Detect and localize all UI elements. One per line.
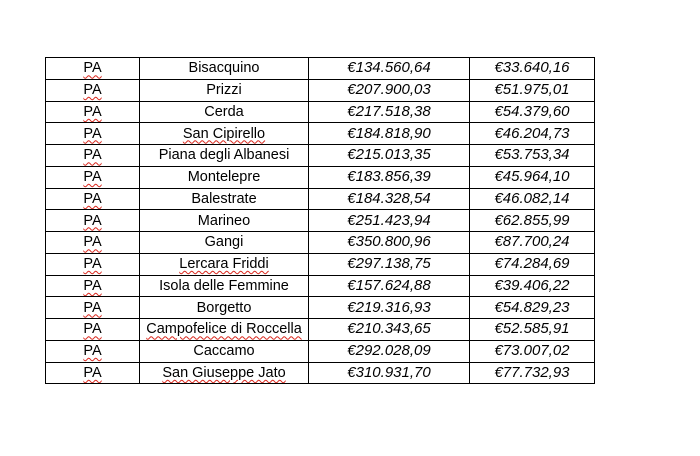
comune-cell [140, 253, 309, 275]
amount-total-cell-text: €184.328,54 [347, 189, 431, 207]
province-cell [46, 145, 140, 167]
amount-total-cell [309, 362, 470, 384]
comune-cell [140, 297, 309, 319]
comune-cell [140, 101, 309, 123]
amount-total-cell [309, 232, 470, 254]
province-cell [46, 166, 140, 188]
comune-cell [140, 340, 309, 362]
amount-total-cell-text: €219.316,93 [347, 298, 431, 316]
comune-cell [140, 79, 309, 101]
amount-total-cell [309, 275, 470, 297]
amount-share-cell-text: €46.082,14 [494, 189, 570, 207]
comune-cell-text: Piana degli Albanesi [158, 147, 290, 164]
amount-total-cell-text: €183.856,39 [347, 168, 431, 186]
amount-total-cell-text: €157.624,88 [347, 276, 431, 294]
amount-total-cell-text: €292.028,09 [347, 342, 431, 360]
amount-total-cell [309, 253, 470, 275]
amount-total-cell-text: €251.423,94 [347, 211, 431, 229]
amount-total-cell-text: €215.013,35 [347, 146, 431, 164]
comune-cell-text: Bisacquino [188, 60, 260, 77]
table-row [46, 123, 595, 145]
amount-total-cell-text: €210.343,65 [347, 320, 431, 338]
province-cell [46, 340, 140, 362]
comune-cell [140, 123, 309, 145]
province-cell [46, 101, 140, 123]
province-cell [46, 188, 140, 210]
amount-share-cell [470, 362, 595, 384]
amount-share-cell-text: €51.975,01 [494, 81, 570, 99]
amount-share-cell [470, 319, 595, 341]
province-cell [46, 253, 140, 275]
amount-total-cell [309, 297, 470, 319]
table-row [46, 58, 595, 80]
province-cell-text: PA [83, 364, 102, 381]
comune-cell [140, 145, 309, 167]
table-row [46, 79, 595, 101]
amount-total-cell [309, 101, 470, 123]
amount-share-cell [470, 210, 595, 232]
table-body [46, 58, 595, 384]
amount-share-cell [470, 188, 595, 210]
table-row [46, 362, 595, 384]
amount-share-cell-text: €45.964,10 [494, 168, 570, 186]
table-row [46, 297, 595, 319]
province-cell-text: PA [83, 125, 102, 142]
table-row [46, 232, 595, 254]
amount-total-cell-text: €217.518,38 [347, 102, 431, 120]
amount-total-cell-text: €350.800,96 [347, 233, 431, 251]
province-cell-text: PA [83, 103, 102, 120]
province-cell-text: PA [83, 60, 102, 77]
table-row [46, 210, 595, 232]
comune-cell [140, 166, 309, 188]
amount-share-cell [470, 123, 595, 145]
comune-cell-text: San Cipirello [182, 125, 266, 142]
amount-share-cell-text: €53.753,34 [494, 146, 570, 164]
comune-cell-text: Prizzi [206, 82, 242, 99]
comune-cell-text: Gangi [204, 234, 244, 251]
amount-share-cell [470, 58, 595, 80]
province-cell [46, 79, 140, 101]
province-cell [46, 210, 140, 232]
province-cell [46, 58, 140, 80]
amount-total-cell [309, 79, 470, 101]
amount-total-cell-text: €310.931,70 [347, 363, 431, 381]
amount-total-cell [309, 166, 470, 188]
comune-cell [140, 58, 309, 80]
province-cell [46, 297, 140, 319]
province-cell-text: PA [83, 82, 102, 99]
province-cell [46, 232, 140, 254]
comune-cell-text: Caccamo [193, 343, 255, 360]
amount-total-cell [309, 58, 470, 80]
comune-cell-text: Cerda [204, 103, 244, 120]
amount-share-cell [470, 101, 595, 123]
amount-share-cell-text: €52.585,91 [494, 320, 570, 338]
amount-share-cell [470, 232, 595, 254]
province-cell [46, 123, 140, 145]
province-cell-text: PA [83, 147, 102, 164]
amount-share-cell [470, 340, 595, 362]
province-cell-text: PA [83, 190, 102, 207]
table-row [46, 275, 595, 297]
comune-cell [140, 319, 309, 341]
comune-cell-text: Isola delle Femmine [159, 277, 289, 294]
amount-total-cell [309, 145, 470, 167]
amount-total-cell-text: €184.818,90 [347, 124, 431, 142]
comune-cell [140, 188, 309, 210]
comune-cell-text: Marineo [197, 212, 251, 229]
comune-cell-text: San Giuseppe Jato [162, 364, 286, 381]
province-cell [46, 362, 140, 384]
document-table-region [45, 57, 590, 384]
province-cell-text: PA [83, 321, 102, 338]
comune-cell [140, 232, 309, 254]
amount-total-cell [309, 340, 470, 362]
amount-share-cell-text: €33.640,16 [494, 59, 570, 77]
amount-share-cell-text: €87.700,24 [494, 233, 570, 251]
comune-cell-text: Borgetto [196, 299, 252, 316]
amount-share-cell-text: €74.284,69 [494, 255, 570, 273]
amount-total-cell [309, 123, 470, 145]
province-cell [46, 275, 140, 297]
amount-total-cell [309, 319, 470, 341]
amount-total-cell [309, 210, 470, 232]
province-cell-text: PA [83, 234, 102, 251]
province-cell [46, 319, 140, 341]
table-row [46, 101, 595, 123]
amount-share-cell-text: €54.379,60 [494, 102, 570, 120]
province-cell-text: PA [83, 343, 102, 360]
comune-cell-text: Lercara Friddi [179, 256, 269, 273]
amount-share-cell [470, 297, 595, 319]
table-row [46, 340, 595, 362]
amount-total-cell-text: €207.900,03 [347, 81, 431, 99]
amount-share-cell [470, 145, 595, 167]
amount-total-cell-text: €297.138,75 [347, 255, 431, 273]
amount-share-cell-text: €46.204,73 [494, 124, 570, 142]
table-row [46, 319, 595, 341]
amount-share-cell-text: €54.829,23 [494, 298, 570, 316]
comune-cell [140, 210, 309, 232]
table-row [46, 145, 595, 167]
province-cell-text: PA [83, 256, 102, 273]
amount-share-cell-text: €77.732,93 [494, 363, 570, 381]
province-cell-text: PA [83, 299, 102, 316]
comune-cell-text: Campofelice di Roccella [146, 321, 302, 338]
comune-cell [140, 275, 309, 297]
comune-cell-text: Montelepre [187, 169, 261, 186]
table-row [46, 188, 595, 210]
amount-total-cell [309, 188, 470, 210]
amount-share-cell [470, 79, 595, 101]
amount-share-cell-text: €73.007,02 [494, 342, 570, 360]
comune-cell-text: Balestrate [191, 190, 257, 207]
province-cell-text: PA [83, 277, 102, 294]
province-cell-text: PA [83, 169, 102, 186]
comune-cell [140, 362, 309, 384]
amount-total-cell-text: €134.560,64 [347, 59, 431, 77]
province-cell-text: PA [83, 212, 102, 229]
amount-share-cell-text: €62.855,99 [494, 211, 570, 229]
amount-share-cell-text: €39.406,22 [494, 276, 570, 294]
amount-share-cell [470, 275, 595, 297]
amount-share-cell [470, 253, 595, 275]
table-row [46, 166, 595, 188]
funding-table [45, 57, 595, 384]
table-row [46, 253, 595, 275]
amount-share-cell [470, 166, 595, 188]
